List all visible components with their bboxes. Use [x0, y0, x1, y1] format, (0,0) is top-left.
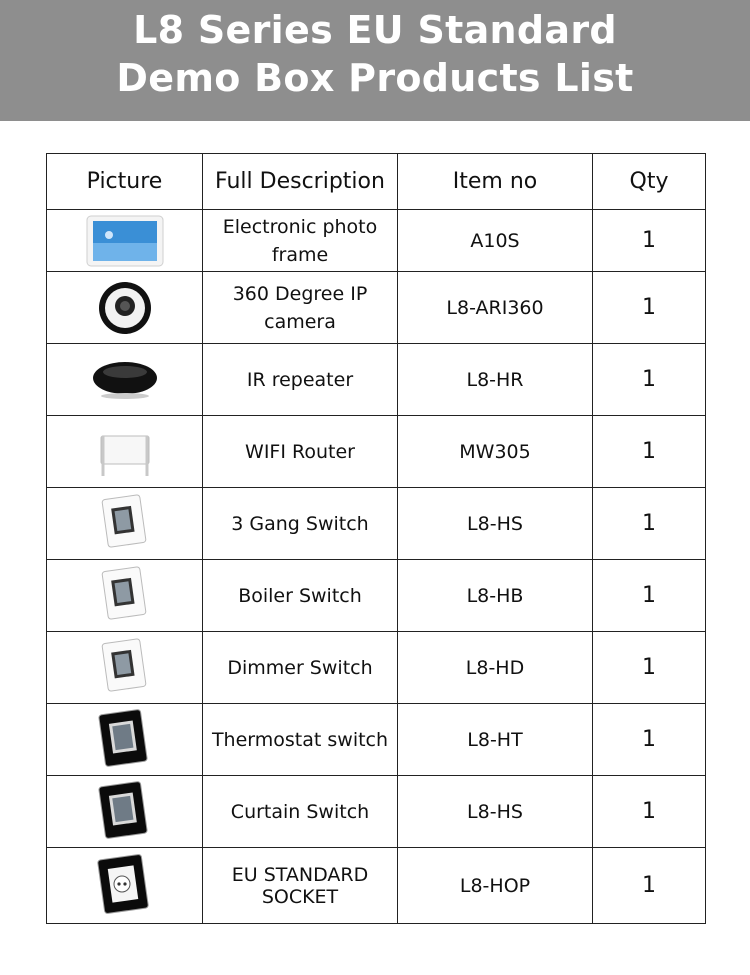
qty-cell: 1: [593, 416, 706, 488]
header-qty: Qty: [593, 154, 706, 210]
table-row: [47, 272, 706, 344]
title-banner: [0, 0, 750, 121]
picture-cell: [47, 776, 203, 848]
header-picture: Picture: [47, 154, 203, 210]
picture-cell: [47, 416, 203, 488]
qty-cell: 1: [593, 272, 706, 344]
table-row: [47, 416, 706, 488]
qty-cell: 1: [593, 704, 706, 776]
description-cell: WIFI Router: [203, 416, 398, 488]
description-cell: Thermostat switch: [203, 704, 398, 776]
table-row: [47, 632, 706, 704]
description-cell: 3 Gang Switch: [203, 488, 398, 560]
qty-cell: 1: [593, 210, 706, 272]
ir-repeater-icon: [90, 358, 160, 402]
picture-cell: [47, 848, 203, 924]
qty-cell: 1: [593, 632, 706, 704]
item-no-cell: L8-HR: [398, 344, 593, 416]
picture-cell: [47, 632, 203, 704]
description-cell: EU STANDARD SOCKET: [203, 848, 398, 924]
title-line-1: L8 Series EU Standard: [133, 8, 617, 52]
white-switch-icon: [95, 565, 155, 627]
qty-cell: 1: [593, 848, 706, 924]
description-cell: Dimmer Switch: [203, 632, 398, 704]
eu-socket-icon: [93, 853, 157, 919]
description-cell: 360 Degree IP camera: [203, 272, 398, 344]
table-row: [47, 488, 706, 560]
qty-cell: 1: [593, 560, 706, 632]
picture-cell: [47, 704, 203, 776]
qty-cell: 1: [593, 344, 706, 416]
item-no-cell: L8-HS: [398, 488, 593, 560]
item-no-cell: MW305: [398, 416, 593, 488]
header-description: Full Description: [203, 154, 398, 210]
item-no-cell: L8-HT: [398, 704, 593, 776]
picture-cell: [47, 488, 203, 560]
white-switch-icon: [95, 637, 155, 699]
table-row: [47, 704, 706, 776]
white-switch-icon: [95, 493, 155, 555]
qty-cell: 1: [593, 488, 706, 560]
item-no-cell: A10S: [398, 210, 593, 272]
description-cell: Electronic photo frame: [203, 210, 398, 272]
picture-cell: [47, 344, 203, 416]
wifi-router-icon: [95, 424, 155, 480]
qty-cell: 1: [593, 776, 706, 848]
table-row: [47, 210, 706, 272]
black-switch-icon: [94, 708, 156, 772]
item-no-cell: L8-HOP: [398, 848, 593, 924]
table-row: [47, 776, 706, 848]
ip-camera-icon: [97, 280, 153, 336]
picture-cell: [47, 210, 203, 272]
item-no-cell: L8-ARI360: [398, 272, 593, 344]
description-cell: Curtain Switch: [203, 776, 398, 848]
title-line-2: Demo Box Products List: [116, 56, 634, 100]
table-row: [47, 848, 706, 924]
table-row: [47, 560, 706, 632]
picture-cell: [47, 560, 203, 632]
black-switch-icon: [94, 780, 156, 844]
table-row: [47, 344, 706, 416]
item-no-cell: L8-HD: [398, 632, 593, 704]
table-header-row: [47, 154, 706, 210]
photo-frame-icon: [85, 213, 165, 269]
item-no-cell: L8-HB: [398, 560, 593, 632]
picture-cell: [47, 272, 203, 344]
description-cell: IR repeater: [203, 344, 398, 416]
description-cell: Boiler Switch: [203, 560, 398, 632]
item-no-cell: L8-HS: [398, 776, 593, 848]
products-table: [46, 153, 706, 924]
header-item-no: Item no: [398, 154, 593, 210]
